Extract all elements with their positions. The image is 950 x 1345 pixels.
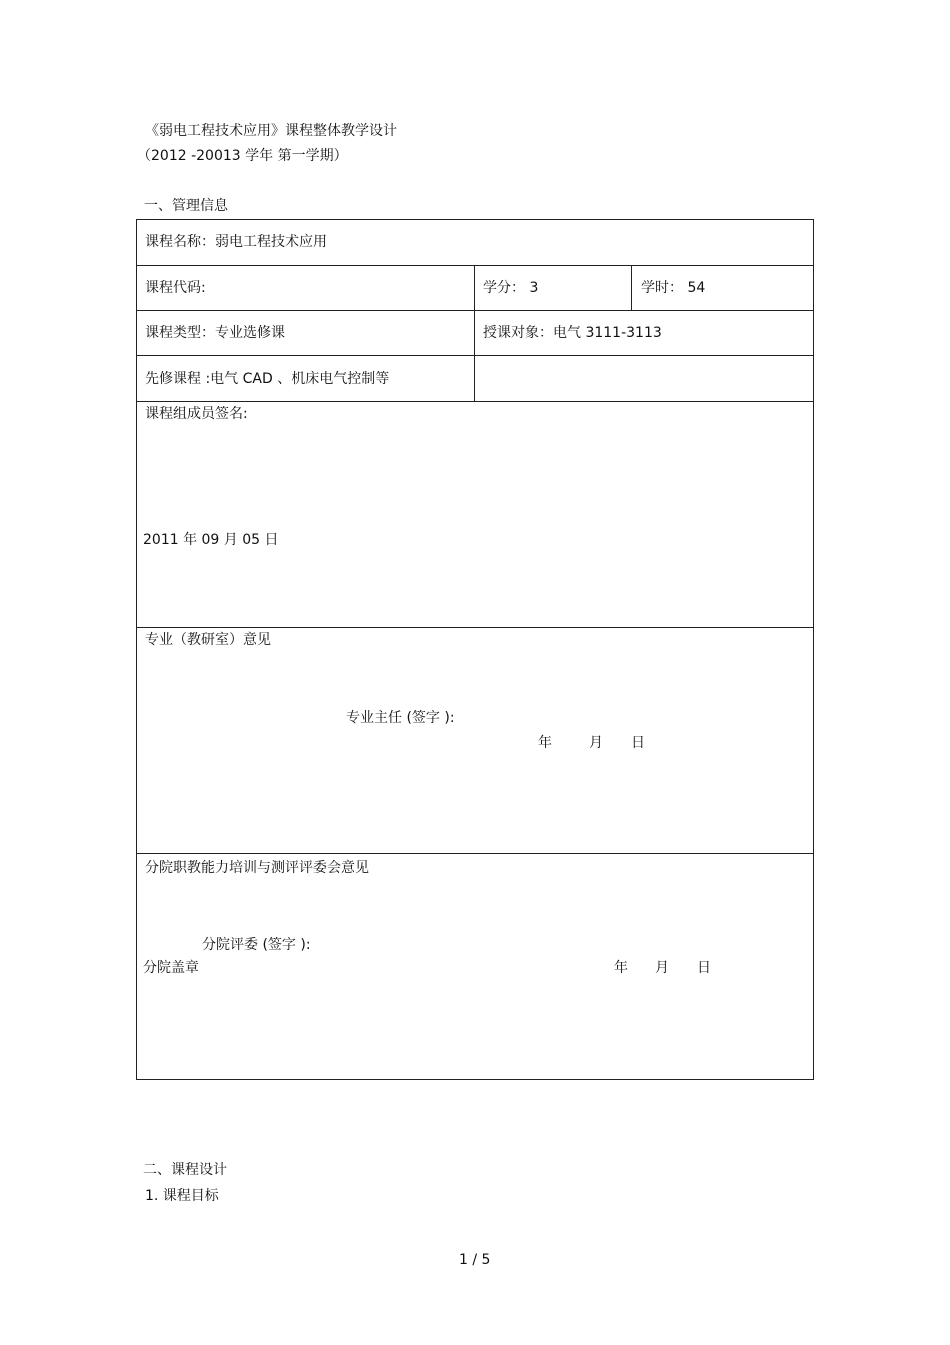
table-row-divider bbox=[136, 853, 814, 854]
dept-head-signature: 专业主任 (签字 ): bbox=[346, 710, 455, 726]
table-column-divider bbox=[631, 265, 632, 310]
course-name-cell: 课程名称：弱电工程技术应用 bbox=[145, 234, 327, 250]
course-objectives-heading: 1. 课程目标 bbox=[145, 1188, 219, 1204]
committee-date-month: 月 bbox=[655, 960, 669, 976]
committee-date-year: 年 bbox=[614, 960, 628, 976]
table-row-divider bbox=[136, 401, 814, 402]
credits-cell: 学分： 3 bbox=[483, 280, 539, 296]
page-number: 1 / 5 bbox=[459, 1252, 491, 1268]
committee-signature: 分院评委 (签字 ): bbox=[202, 937, 311, 953]
academic-term: （2012 -20013 学年 第一学期） bbox=[137, 148, 348, 164]
table-row-divider bbox=[136, 265, 814, 266]
dept-date-year: 年 bbox=[538, 735, 552, 751]
members-signature-label: 课程组成员签名: bbox=[145, 406, 248, 422]
prerequisites-cell: 先修课程 :电气 CAD 、机床电气控制等 bbox=[145, 371, 390, 387]
hours-cell: 学时： 54 bbox=[641, 280, 706, 296]
dept-date-month: 月 bbox=[589, 735, 603, 751]
section-heading-management: 一、管理信息 bbox=[144, 198, 228, 214]
table-row-divider bbox=[136, 310, 814, 311]
dept-date-day: 日 bbox=[631, 735, 645, 751]
course-type-cell: 课程类型：专业选修课 bbox=[145, 325, 285, 341]
table-row-divider bbox=[136, 355, 814, 356]
dept-opinion-label: 专业（教研室）意见 bbox=[145, 632, 271, 648]
committee-date-day: 日 bbox=[697, 960, 711, 976]
section-heading-course-design: 二、课程设计 bbox=[143, 1162, 227, 1178]
branch-seal-label: 分院盖章 bbox=[143, 960, 199, 976]
course-code-cell: 课程代码: bbox=[145, 280, 206, 296]
table-row-divider bbox=[136, 627, 814, 628]
document-title: 《弱电工程技术应用》课程整体教学设计 bbox=[145, 123, 397, 139]
members-sign-date: 2011 年 09 月 05 日 bbox=[143, 532, 279, 548]
committee-opinion-label: 分院职教能力培训与测评评委会意见 bbox=[145, 860, 369, 876]
table-column-divider bbox=[474, 265, 475, 401]
audience-cell: 授课对象：电气 3111-3113 bbox=[483, 325, 662, 341]
